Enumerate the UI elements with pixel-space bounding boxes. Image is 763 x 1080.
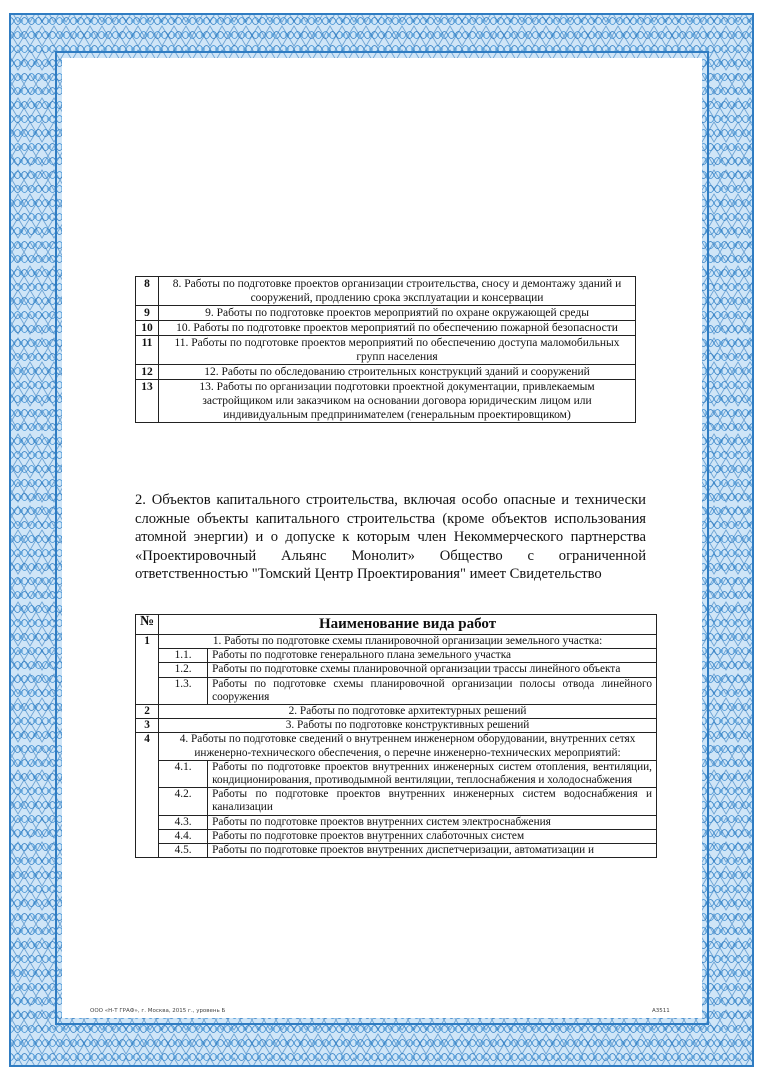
row-text: 10. Работы по подготовке проектов мероприятий по обеспечению пожарной безопасности xyxy=(159,321,636,336)
table-row xyxy=(136,719,657,733)
form-number: А3511 xyxy=(652,1008,670,1014)
work-types-table xyxy=(135,614,657,858)
table-header-row xyxy=(136,615,657,635)
sub-num: 4.2. xyxy=(159,788,208,815)
row-num: 10 xyxy=(136,321,159,336)
table-row xyxy=(136,380,636,423)
row-text: 13. Работы по организации подготовки проектной документации, привлекаемым застройщиком или заказчиком на основании договора юридическим лицом или индивидуальным предпринимателем (генеральным проектировщиком) xyxy=(159,380,636,423)
row-num: 9 xyxy=(136,306,159,321)
header-title: Наименование вида работ xyxy=(159,615,657,635)
row-text: 11. Работы по подготовке проектов мероприятий по обеспечению доступа маломобильных групп населения xyxy=(159,336,636,365)
sub-text: Работы по подготовке схемы планировочной организации полосы отвода линейного сооружения xyxy=(208,677,657,704)
row-text: 2. Работы по подготовке архитектурных решений xyxy=(159,705,657,719)
sub-row xyxy=(136,815,657,829)
table-row xyxy=(136,635,657,649)
row-text: 8. Работы по подготовке проектов организации строительства, сносу и демонтажу зданий и сооружений, продлению срока эксплуатации и консервации xyxy=(159,277,636,306)
sub-row xyxy=(136,829,657,843)
row-text: 3. Работы по подготовке конструктивных решений xyxy=(159,719,657,733)
sub-text: Работы по подготовке схемы планировочной организации трассы линейного объекта xyxy=(208,663,657,677)
sub-text: Работы по подготовке проектов внутренних инженерных систем водоснабжения и канализации xyxy=(208,788,657,815)
sub-num: 4.5. xyxy=(159,844,208,858)
row-num: 12 xyxy=(136,365,159,380)
row-num: 8 xyxy=(136,277,159,306)
sub-num: 4.1. xyxy=(159,760,208,787)
sub-row xyxy=(136,788,657,815)
printer-info: ООО «Н-Т ГРАФ», г. Москва, 2015 г., уровень Б xyxy=(90,1008,226,1014)
sub-num: 1.1. xyxy=(159,649,208,663)
work-types-table-continued xyxy=(135,276,636,423)
row-num: 1 xyxy=(136,635,159,705)
row-text: 4. Работы по подготовке сведений о внутреннем инженерном оборудовании, внутренних сетях инженерно-технического обеспечения, о перечне инженерно-технических мероприятий: xyxy=(159,733,657,760)
table-row xyxy=(136,277,636,306)
header-num: № xyxy=(136,615,159,635)
row-text: 1. Работы по подготовке схемы планировочной организации земельного участка: xyxy=(159,635,657,649)
sub-row xyxy=(136,677,657,704)
sub-row xyxy=(136,760,657,787)
sub-text: Работы по подготовке проектов внутренних систем электроснабжения xyxy=(208,815,657,829)
row-num: 4 xyxy=(136,733,159,858)
sub-text: Работы по подготовке проектов внутренних диспетчеризации, автоматизации и xyxy=(208,844,657,858)
table-row xyxy=(136,705,657,719)
sub-text: Работы по подготовке проектов внутренних инженерных систем отопления, вентиляции, кондиционирования, противодымной вентиляции, теплоснабжения и холодоснабжения xyxy=(208,760,657,787)
table-row xyxy=(136,306,636,321)
sub-num: 4.3. xyxy=(159,815,208,829)
table-row xyxy=(136,321,636,336)
row-num: 13 xyxy=(136,380,159,423)
row-num: 11 xyxy=(136,336,159,365)
sub-row xyxy=(136,649,657,663)
sub-num: 1.2. xyxy=(159,663,208,677)
row-text: 12. Работы по обследованию строительных конструкций зданий и сооружений xyxy=(159,365,636,380)
row-text: 9. Работы по подготовке проектов мероприятий по охране окружающей среды xyxy=(159,306,636,321)
row-num: 2 xyxy=(136,705,159,719)
sub-row xyxy=(136,844,657,858)
row-num: 3 xyxy=(136,719,159,733)
sub-num: 4.4. xyxy=(159,829,208,843)
sub-text: Работы по подготовке проектов внутренних слаботочных систем xyxy=(208,829,657,843)
table-row xyxy=(136,336,636,365)
sub-text: Работы по подготовке генерального плана земельного участка xyxy=(208,649,657,663)
sub-num: 1.3. xyxy=(159,677,208,704)
table-row xyxy=(136,733,657,760)
section-paragraph: 2. Объектов капитального строительства, включая особо опасные и технически сложные объекты капитального строительства (кроме объектов использования атомной энергии) и о допуске к которым член Некоммерческого партнерства «Проектировочный Альянс Монолит» Общество с ограниченной ответственностью "Томский Центр Проектирования" имеет Свидетельство xyxy=(135,492,646,582)
table-row xyxy=(136,365,636,380)
sub-row xyxy=(136,663,657,677)
